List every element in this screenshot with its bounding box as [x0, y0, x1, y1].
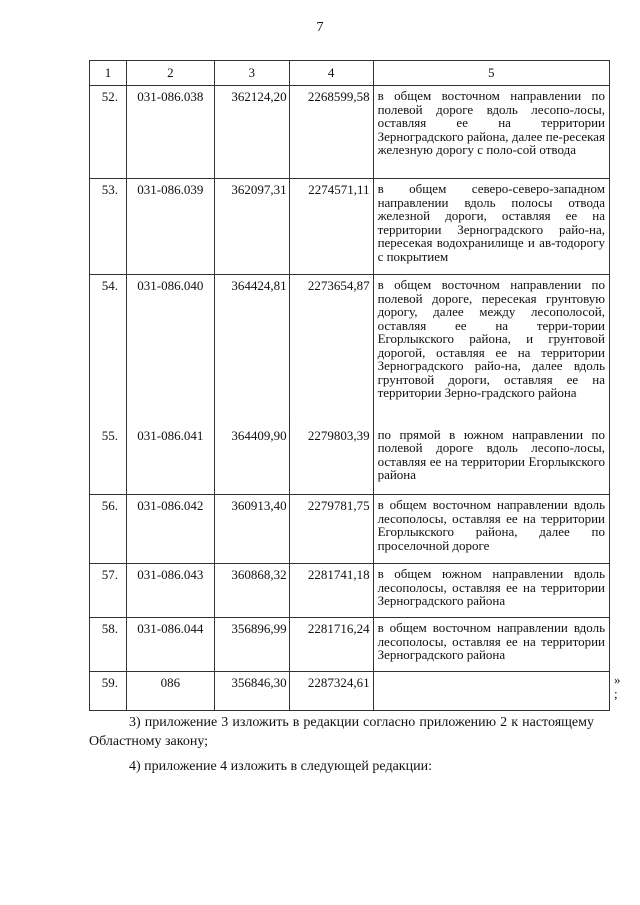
- coord-x: 362124,20: [214, 86, 289, 179]
- header-col-3: 3: [214, 61, 289, 86]
- closing-semicolon: ;: [614, 686, 618, 701]
- table-row: [90, 86, 610, 179]
- point-code: 031-086.039: [126, 179, 214, 275]
- route-description: в общем северо-северо-западном направлении вдоль полосы отвода железной дороги, оставляя ее на территории Зерноградского райо-на, пересекая водохранилище и ав-тодорогу с покрытием: [373, 179, 609, 275]
- coord-x: 356896,99: [214, 618, 289, 672]
- coord-x: 360868,32: [214, 564, 289, 618]
- coord-y: 2268599,58: [289, 86, 373, 179]
- route-description: в общем восточном направлении по полевой дороге вдоль лесопо-лосы, оставляя ее на территории Зерноградского района, далее пе-ресекая железную дорогу с поло-сой отвода: [373, 86, 609, 179]
- row-number: 58.: [90, 618, 127, 672]
- coord-x: 360913,40: [214, 495, 289, 564]
- point-code: 031-086.038: [126, 86, 214, 179]
- coord-x: 356846,30: [214, 672, 289, 711]
- table-row: [90, 275, 610, 425]
- paragraph-appendix-4: 4) приложение 4 изложить в следующей редакции:: [129, 759, 432, 774]
- row-number: 56.: [90, 495, 127, 564]
- table-row: [90, 672, 610, 711]
- coord-x: 362097,31: [214, 179, 289, 275]
- coord-y: 2287324,61: [289, 672, 373, 711]
- header-col-5: 5: [373, 61, 609, 86]
- header-col-4: 4: [289, 61, 373, 86]
- row-number: 57.: [90, 564, 127, 618]
- table-row: [90, 618, 610, 672]
- point-code: 031-086.043: [126, 564, 214, 618]
- coord-y: 2279781,75: [289, 495, 373, 564]
- header-col-1: 1: [90, 61, 127, 86]
- table-row: [90, 425, 610, 495]
- point-code: 031-086.041: [126, 425, 214, 495]
- route-description: [373, 672, 609, 711]
- row-number: 53.: [90, 179, 127, 275]
- row-number: 59.: [90, 672, 127, 711]
- point-code: 031-086.044: [126, 618, 214, 672]
- point-code: 086: [126, 672, 214, 711]
- point-code: 031-086.042: [126, 495, 214, 564]
- coord-y: 2279803,39: [289, 425, 373, 495]
- route-description: в общем восточном направлении вдоль лесополосы, оставляя ее на территории Егорлыкского района, далее по проселочной дороге: [373, 495, 609, 564]
- table-header-row: [90, 61, 610, 86]
- boundary-table: [89, 60, 610, 711]
- route-description: в общем восточном направлении по полевой дороге, пересекая грунтовую дорогу, далее между лесополосой, оставляя ее на терри-тории Егорлыкского района, и грунтовой дорогой, оставляя ее на территории Зерноградского райо-на, далее вдоль грунтовой дороги, оставляя ее на территории Зерно-градского района: [373, 275, 609, 425]
- coord-x: 364409,90: [214, 425, 289, 495]
- table-row: [90, 564, 610, 618]
- page-number: 7: [316, 20, 324, 35]
- row-number: 54.: [90, 275, 127, 425]
- route-description: по прямой в южном направлении по полевой дороге вдоль лесопо-лосы, оставляя ее на территории Егорлыкского района: [373, 425, 609, 495]
- point-code: 031-086.040: [126, 275, 214, 425]
- row-number: 55.: [90, 425, 127, 495]
- table-row: [90, 179, 610, 275]
- route-description: в общем восточном направлении вдоль лесополосы, оставляя ее на территории Зерноградского района: [373, 618, 609, 672]
- header-col-2: 2: [126, 61, 214, 86]
- coord-y: 2281741,18: [289, 564, 373, 618]
- coord-y: 2281716,24: [289, 618, 373, 672]
- coord-y: 2274571,11: [289, 179, 373, 275]
- stray-mark: ·: [288, 419, 291, 429]
- closing-quote: »: [614, 672, 621, 687]
- coord-x: 364424,81: [214, 275, 289, 425]
- paragraph-appendix-3: 3) приложение 3 изложить в редакции согласно приложению 2 к настоящему Областному закону;: [89, 715, 594, 749]
- row-number: 52.: [90, 86, 127, 179]
- coord-y: 2273654,87: [289, 275, 373, 425]
- table-row: [90, 495, 610, 564]
- route-description: в общем южном направлении вдоль лесополосы, оставляя ее на территории Зерноградского района: [373, 564, 609, 618]
